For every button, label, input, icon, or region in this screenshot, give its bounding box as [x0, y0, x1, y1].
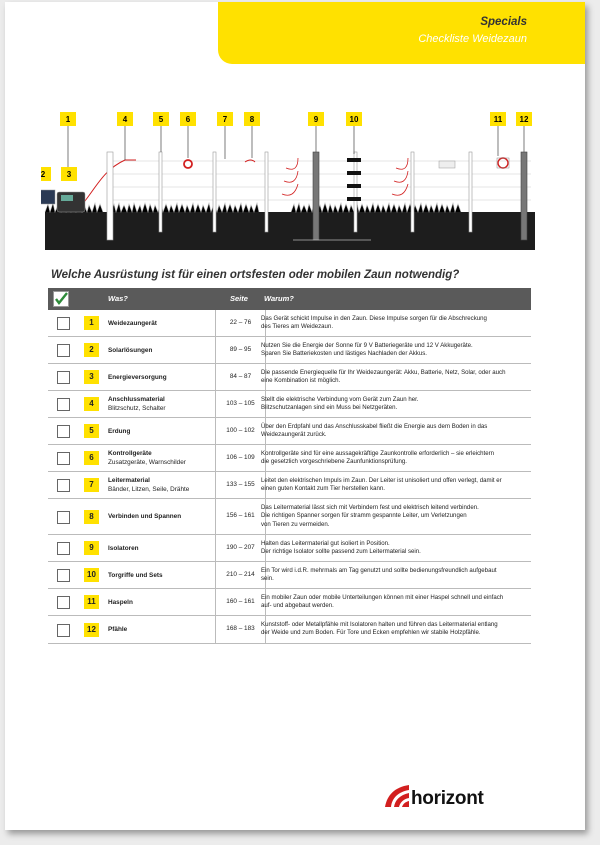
item-name [108, 476, 189, 494]
page-ref: 210 – 214 [226, 570, 255, 578]
reason-line: von Tieren zu vermeiden. [261, 520, 330, 528]
item-title: Isolatoren [108, 544, 139, 552]
page-ref: 190 – 207 [226, 543, 255, 551]
reason-line: Blitzschutzanlagen sind ein Muss bei Netzgeräten. [261, 403, 398, 411]
item-number: 4 [84, 397, 99, 411]
brand-name: horizont [411, 788, 484, 809]
callout-8: 8 [249, 115, 255, 124]
reason-line: Das Gerät schickt Impulse in den Zaun. Diese Impulse sorgen für die Abschreckung [261, 314, 487, 322]
page-ref: 103 – 105 [226, 399, 255, 407]
reason-line: Ein Tor wird i.d.R. mehrmals am Tag genutzt und sollte bedienungsfreundlich aufgebaut [261, 566, 497, 574]
reason-line: einen guten Kontakt zum Tier herstellen kann. [261, 484, 385, 492]
reason-line: Die passende Energiequelle für Ihr Weidezaungerät: Akku, Batterie, Netz, Solar, oder auch [261, 368, 506, 376]
callout-1: 1 [65, 115, 71, 124]
item-name [108, 319, 157, 328]
item-reason [261, 369, 527, 386]
item-number: 12 [84, 623, 99, 637]
reason-line: Nutzen Sie die Energie der Sonne für 9 V Batteriegeräte und 12 V Akkugeräte. [261, 341, 473, 349]
item-name [108, 544, 139, 553]
row-checkbox[interactable] [57, 569, 70, 582]
page-ref: 22 – 76 [229, 318, 252, 326]
item-reason [261, 504, 527, 529]
table-row [48, 445, 531, 472]
item-number: 9 [84, 541, 99, 555]
row-checkbox[interactable] [57, 371, 70, 384]
item-reason [261, 567, 527, 584]
callout-6: 6 [185, 115, 191, 124]
page-ref: 106 – 109 [226, 453, 255, 461]
item-number: 7 [84, 478, 99, 492]
reason-line: sein. [261, 574, 274, 582]
item-number: 6 [84, 451, 99, 465]
reason-line: der Weide und zum Boden. Für Tore und Ecken empfehlen wir stabile Holzpfähle. [261, 629, 481, 637]
item-subtitle: Bänder, Litzen, Seile, Drähte [108, 486, 190, 493]
col-header-seite: Seite [230, 294, 248, 303]
reason-line: eine Kombination ist möglich. [261, 376, 341, 384]
item-title: Anschlussmaterial [108, 396, 165, 403]
item-title: Weidezaungerät [108, 319, 157, 327]
reason-line: Kunststoff- oder Metallpfähle mit Isolatoren halten und führen das Leitermaterial entlang [261, 621, 498, 629]
page-ref: 156 – 161 [226, 512, 255, 519]
page-ref-cell [215, 472, 266, 498]
item-reason [261, 450, 527, 467]
item-reason [261, 315, 527, 332]
row-checkbox[interactable] [57, 596, 70, 609]
item-name [108, 571, 163, 580]
item-title: Leitermaterial [108, 477, 150, 484]
section-subtitle: Checkliste Weidezaun [418, 33, 527, 45]
item-number: 10 [84, 568, 99, 582]
solar-panel-icon [41, 190, 55, 204]
table-header [48, 288, 531, 310]
reason-line: Kontrollgeräte sind für eine aussagekräftige Zaunkontrolle erforderlich – sie erleichtern [261, 449, 495, 457]
section-title: Specials [480, 16, 527, 28]
item-title: Kontrollgeräte [108, 450, 152, 457]
callout-4: 4 [122, 115, 128, 124]
question-heading: Welche Ausrüstung ist für einen ortsfesten oder mobilen Zaun notwendig? [51, 269, 460, 281]
item-subtitle: Zusatzgeräte, Warnschilder [108, 459, 186, 466]
item-number: 2 [84, 343, 99, 357]
item-reason [261, 621, 527, 638]
reason-line: Halten das Leitermaterial gut isoliert in Position. [261, 539, 390, 547]
page-ref-cell [215, 499, 266, 534]
item-title: Haspeln [108, 598, 133, 606]
row-checkbox[interactable] [57, 398, 70, 411]
item-name [108, 395, 166, 413]
table-row [48, 535, 531, 562]
checklist-table [48, 310, 531, 644]
checklist-page [5, 2, 585, 830]
row-checkbox[interactable] [57, 542, 70, 555]
reason-line: des Tieres am Weidezaun. [261, 322, 334, 330]
page-ref-cell [215, 337, 266, 363]
page-ref: 84 – 87 [229, 372, 252, 380]
fence-illustration [41, 108, 541, 258]
reel-icon [498, 158, 508, 168]
callout-9: 9 [313, 115, 319, 124]
checkmark-icon [53, 291, 69, 307]
item-title: Pfähle [108, 626, 128, 633]
row-checkbox[interactable] [57, 511, 70, 524]
item-number: 3 [84, 370, 99, 384]
page-ref-cell [215, 562, 266, 588]
page-ref: 160 – 161 [226, 597, 255, 605]
reason-line: Sparen Sie Batteriekosten und lästiges Nachladen der Akkus. [261, 349, 427, 357]
table-row [48, 364, 531, 391]
callout-5: 5 [158, 115, 164, 124]
row-checkbox[interactable] [57, 479, 70, 492]
page-ref-cell [215, 364, 266, 390]
reason-line: Die richtigen Spanner sorgen für stramm gespannte Leiter, um Verletzungen [261, 512, 467, 520]
callout-10: 10 [349, 115, 359, 124]
page-ref-cell [215, 418, 266, 444]
row-checkbox[interactable] [57, 624, 70, 637]
reason-line: Weidezaungerät zurück. [261, 430, 327, 438]
item-title: Energieversorgung [108, 373, 167, 381]
callout-3: 3 [66, 170, 72, 179]
reason-line: auf- und abgebaut werden. [261, 601, 334, 609]
table-row [48, 472, 531, 499]
item-name [108, 512, 181, 521]
col-header-warum: Warum? [264, 294, 294, 303]
item-name [108, 346, 152, 355]
item-name [108, 373, 167, 382]
row-checkbox[interactable] [57, 344, 70, 357]
item-number: 5 [84, 424, 99, 438]
page-ref-cell [215, 391, 266, 417]
reason-line: Über den Erdpfahl und das Anschlusskabel fließt die Energie aus dem Boden in das [261, 422, 488, 430]
item-name [108, 598, 133, 607]
callout-7: 7 [222, 115, 228, 124]
table-row [48, 310, 531, 337]
page-ref: 168 – 183 [226, 625, 255, 632]
table-row [48, 616, 531, 644]
item-subtitle: Blitzschutz, Schalter [108, 405, 166, 412]
reason-line: Leitet den elektrischen Impuls im Zaun. Der Leiter ist unisoliert und offen verlegt, damit er [261, 476, 502, 484]
page-ref-cell [215, 535, 266, 561]
table-row [48, 337, 531, 364]
page-ref-cell [215, 445, 266, 471]
item-number: 8 [84, 510, 99, 524]
reason-line: Das Leitermaterial lässt sich mit Verbindern fest und elektrisch leitend verbinden. [261, 504, 479, 512]
item-name [108, 625, 127, 634]
callout-11: 11 [493, 115, 503, 124]
header-tab [218, 2, 585, 64]
page-ref: 133 – 155 [226, 480, 255, 488]
callout-12: 12 [519, 115, 529, 124]
page-ref-cell [215, 589, 266, 615]
horizont-logo-icon [383, 783, 411, 809]
reason-line: Der richtige Isolator sollte passend zum Leitermaterial sein. [261, 547, 421, 555]
row-checkbox[interactable] [57, 317, 70, 330]
item-title: Erdung [108, 427, 131, 435]
row-checkbox[interactable] [57, 425, 70, 438]
page-ref-cell [215, 310, 266, 336]
item-title: Solarlösungen [108, 346, 153, 354]
col-header-was: Was? [108, 294, 128, 303]
reason-line: Stellt die elektrische Verbindung vom Gerät zum Zaun her. [261, 395, 419, 403]
table-row [48, 391, 531, 418]
item-reason [261, 423, 527, 440]
item-reason [261, 540, 527, 557]
table-row [48, 499, 531, 535]
table-row [48, 589, 531, 616]
item-reason [261, 342, 527, 359]
reason-line: die gesetzlich vorgeschriebene Zaunfunktionsprüfung. [261, 457, 408, 465]
item-number: 1 [84, 316, 99, 330]
item-name [108, 449, 186, 467]
item-title: Verbinden und Spannen [108, 513, 182, 520]
page-ref: 89 – 95 [229, 345, 252, 353]
table-row [48, 562, 531, 589]
item-reason [261, 594, 527, 611]
page-ref-cell [215, 616, 266, 643]
table-row [48, 418, 531, 445]
reason-line: Ein mobiler Zaun oder mobile Unterteilungen können mit einer Haspel schnell und einfach [261, 593, 504, 601]
item-title: Torgriffe und Sets [108, 571, 163, 579]
page-ref: 100 – 102 [226, 426, 255, 434]
callout-2: 2 [41, 170, 46, 179]
item-reason [261, 396, 527, 413]
item-name [108, 427, 130, 436]
row-checkbox[interactable] [57, 452, 70, 465]
item-reason [261, 477, 527, 494]
item-number: 11 [84, 595, 99, 609]
